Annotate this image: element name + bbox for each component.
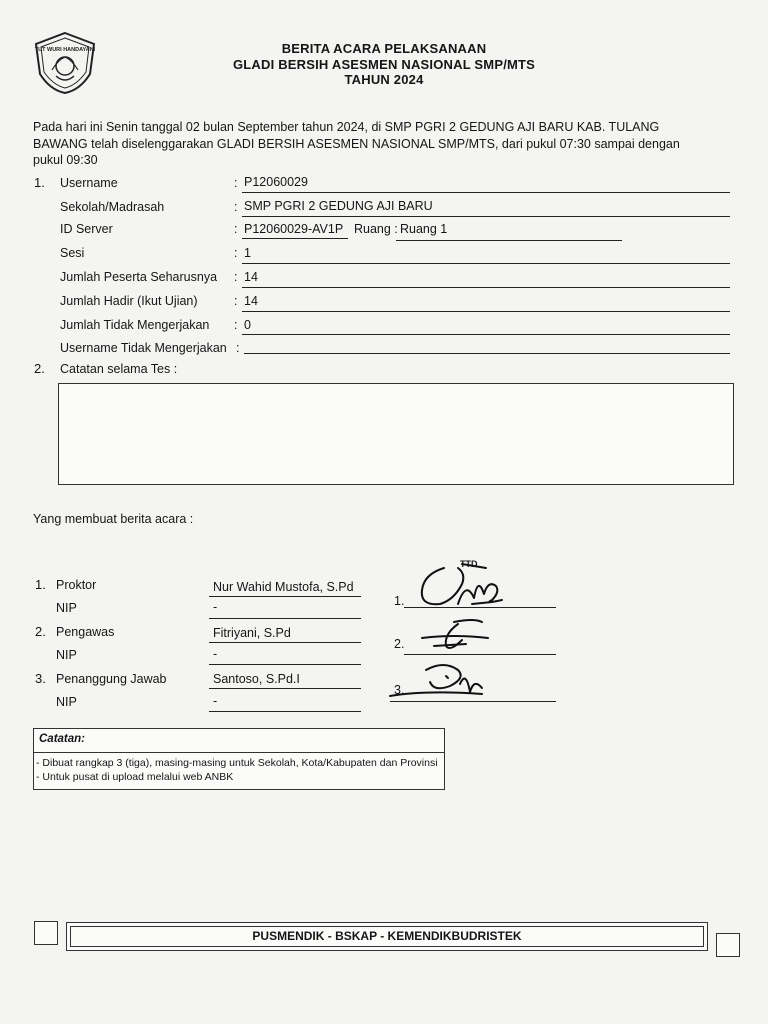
signatory3-name: Santoso, S.Pd.I xyxy=(213,672,300,686)
ttd-label: TTD xyxy=(460,559,478,569)
signature3 xyxy=(386,656,496,706)
signatory1-nip-label: NIP xyxy=(56,601,77,615)
field-underline xyxy=(244,353,730,354)
intro-line3: pukul 09:30 xyxy=(33,153,98,167)
field-colon: : xyxy=(236,341,240,355)
field-underline xyxy=(242,311,730,312)
intro-line1: Pada hari ini Senin tanggal 02 bulan September tahun 2024, di SMP PGRI 2 GEDUNG AJI BARU KAB. TULANG xyxy=(33,120,660,134)
signatory1-role: Proktor xyxy=(56,578,97,592)
field-value-not-working: 0 xyxy=(244,318,251,332)
nip-underline xyxy=(209,664,361,665)
logo-text: TUT WURI HANDAYANI xyxy=(34,47,96,53)
field-label-server-id: ID Server xyxy=(60,222,113,236)
field-underline xyxy=(242,263,730,264)
nip-underline xyxy=(209,618,361,619)
signature1 xyxy=(414,560,514,615)
field-colon: : xyxy=(234,176,238,190)
field-value-server-id: P12060029-AV1P xyxy=(244,222,344,236)
field-label-present: Jumlah Hadir (Ikut Ujian) xyxy=(60,294,198,308)
section2-label: Catatan selama Tes : xyxy=(60,362,178,376)
field-value-room: Ruang 1 xyxy=(400,222,448,236)
field-label-room: Ruang : xyxy=(354,222,398,236)
nip-underline xyxy=(209,711,361,712)
field-label-session: Sesi xyxy=(60,246,85,260)
footer-bar-inner xyxy=(70,926,704,947)
field-label-school: Sekolah/Madrasah xyxy=(60,200,165,214)
field-colon: : xyxy=(234,294,238,308)
footer-text: PUSMENDIK - BSKAP - KEMENDIKBUDRISTEK xyxy=(252,929,522,943)
signature3-number: 3. xyxy=(394,683,405,697)
field-value-session: 1 xyxy=(244,246,251,260)
field-underline xyxy=(242,216,730,217)
document-title-line2: GLADI BERSIH ASESMEN NASIONAL SMP/MTS xyxy=(232,57,536,72)
field-label-username-not-working: Username Tidak Mengerjakan xyxy=(60,341,227,355)
field-label-expected-participants: Jumlah Peserta Seharusnya xyxy=(60,270,218,284)
footer-left-square xyxy=(34,921,58,945)
field-colon: : xyxy=(234,246,238,260)
signatory3-number: 3. xyxy=(35,671,46,686)
field-colon: : xyxy=(234,318,238,332)
name-underline xyxy=(209,688,361,689)
section1-number: 1. xyxy=(34,175,45,190)
field-underline xyxy=(396,240,622,241)
field-value-username: P12060029 xyxy=(244,175,308,189)
field-underline xyxy=(242,238,348,239)
field-label-not-working: Jumlah Tidak Mengerjakan xyxy=(60,318,210,332)
maker-label: Yang membuat berita acara : xyxy=(33,512,194,526)
catatan-line1: - Dibuat rangkap 3 (tiga), masing-masing untuk Sekolah, Kota/Kabupaten dan Provinsi xyxy=(36,757,438,769)
field-label-username: Username xyxy=(60,176,118,190)
section2-number: 2. xyxy=(34,361,45,376)
document-title-line1: BERITA ACARA PELAKSANAAN xyxy=(281,41,487,56)
signature1-number: 1. xyxy=(394,594,405,608)
field-colon: : xyxy=(234,222,238,236)
name-underline xyxy=(209,642,361,643)
catatan-title: Catatan: xyxy=(39,733,86,745)
test-notes-content xyxy=(59,384,733,396)
signatory1-name: Nur Wahid Mustofa, S.Pd xyxy=(213,580,354,594)
signatory1-nip: - xyxy=(213,600,218,614)
test-notes-box xyxy=(58,383,734,485)
footer-bar xyxy=(66,922,708,951)
catatan-box xyxy=(33,728,445,790)
signatory2-nip-label: NIP xyxy=(56,648,77,662)
field-underline xyxy=(242,287,730,288)
intro-line2: BAWANG telah diselenggarakan GLADI BERSIH ASESMEN NASIONAL SMP/MTS, dari pukul 07:30 sampai dengan xyxy=(33,137,680,151)
field-underline xyxy=(242,334,730,335)
catatan-divider xyxy=(34,752,444,753)
field-value-present: 14 xyxy=(244,294,258,308)
footer-right-square xyxy=(716,933,740,957)
field-value-expected-participants: 14 xyxy=(244,270,258,284)
signatory1-number: 1. xyxy=(35,577,46,592)
signatory2-nip: - xyxy=(213,647,218,661)
field-colon: : xyxy=(234,270,238,284)
signature-line xyxy=(404,654,556,655)
signatory2-number: 2. xyxy=(35,624,46,639)
signatory3-nip: - xyxy=(213,694,218,708)
catatan-line2: - Untuk pusat di upload melalui web ANBK xyxy=(36,771,234,783)
name-underline xyxy=(209,596,361,597)
signatory2-name: Fitriyani, S.Pd xyxy=(213,626,291,640)
document-title-line3: TAHUN 2024 xyxy=(344,72,424,87)
field-underline xyxy=(242,192,730,193)
signatory3-nip-label: NIP xyxy=(56,695,77,709)
field-value-school: SMP PGRI 2 GEDUNG AJI BARU xyxy=(244,199,433,213)
signatory2-role: Pengawas xyxy=(56,625,115,639)
signature2 xyxy=(414,616,494,654)
signatory3-role: Penanggung Jawab xyxy=(56,672,167,686)
signature2-number: 2. xyxy=(394,637,405,651)
field-colon: : xyxy=(234,200,238,214)
